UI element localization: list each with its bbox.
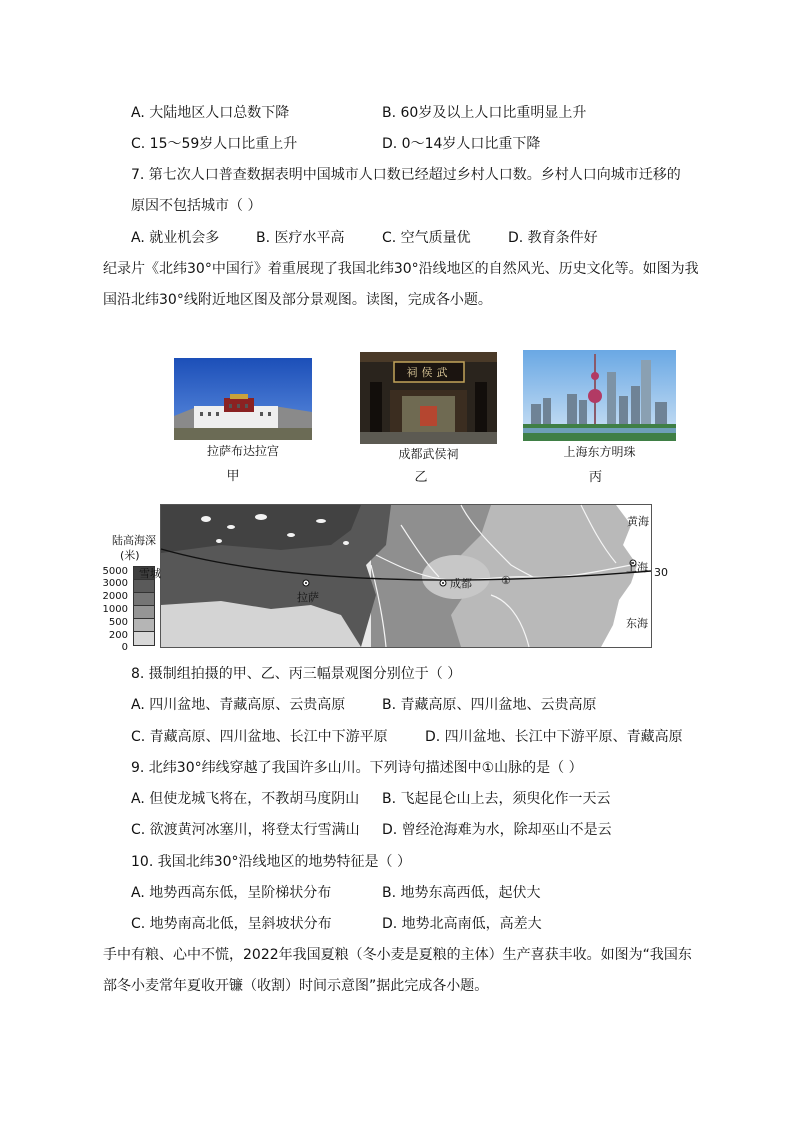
q7-option-c: C. 空气质量优 bbox=[382, 230, 471, 246]
q8-option-b: B. 青藏高原、四川盆地、云贵高原 bbox=[382, 697, 597, 713]
q9-option-d: D. 曾经沧海难为水，除却巫山不是云 bbox=[382, 822, 612, 838]
q6-option-b: B. 60岁及以上人口比重明显上升 bbox=[382, 105, 587, 121]
map-label-shanghai: 上海 bbox=[626, 561, 648, 574]
legend-level: 2000 bbox=[102, 591, 128, 602]
legend-level: 1000 bbox=[102, 604, 128, 615]
photo-oriental-pearl bbox=[523, 350, 676, 441]
map-label-chengdu: 成都 bbox=[450, 577, 472, 590]
legend-level: 5000 bbox=[102, 566, 128, 577]
q10-stem: 10. 我国北纬30°沿线地区的地势特征是（ ） bbox=[131, 854, 411, 870]
q9-stem: 9. 北纬30°纬线穿越了我国许多山川。下列诗句描述图中①山脉的是（ ） bbox=[131, 760, 583, 776]
relief-map-graphic bbox=[161, 505, 651, 647]
legend-unit: (米) bbox=[120, 549, 140, 562]
map-label-lhasa: 拉萨 bbox=[297, 591, 319, 604]
photo-caption-potala: 拉萨布达拉宫 bbox=[206, 444, 279, 458]
q8-option-a: A. 四川盆地、青藏高原、云贵高原 bbox=[131, 697, 346, 713]
photo-tag-yi: 乙 bbox=[414, 470, 428, 485]
photo-tag-bing: 丙 bbox=[588, 470, 602, 485]
relief-map-30n bbox=[139, 504, 652, 648]
intro2-paragraph-line2: 部冬小麦常年夏收开镰（收割）时间示意图”据此完成各小题。 bbox=[103, 978, 489, 994]
q10-option-d: D. 地势北高南低，高差大 bbox=[382, 916, 542, 932]
q9-option-c: C. 欲渡黄河冰塞川，将登太行雪满山 bbox=[131, 822, 360, 838]
legend-swatch-500 bbox=[133, 618, 155, 632]
map-label-mountain-1: ① bbox=[501, 574, 511, 587]
photo-potala-palace bbox=[174, 358, 312, 440]
q8-option-c: C. 青藏高原、四川盆地、长江中下游平原 bbox=[131, 729, 388, 745]
legend-level: 3000 bbox=[102, 578, 128, 589]
q7-option-b: B. 医疗水平高 bbox=[256, 230, 345, 246]
legend-swatch-2000 bbox=[133, 592, 155, 606]
map-label-yellow-sea: 黄海 bbox=[627, 515, 649, 528]
q6-option-a: A. 大陆地区人口总数下降 bbox=[131, 105, 290, 121]
legend-level: 500 bbox=[108, 617, 128, 628]
q6-option-d: D. 0～14岁人口比重下降 bbox=[382, 136, 541, 152]
q9-option-b: B. 飞起昆仑山上去，须臾化作一天云 bbox=[382, 791, 611, 807]
shrine-plaque-text: 祠侯武 bbox=[406, 366, 452, 379]
q8-option-d: D. 四川盆地、长江中下游平原、青藏高原 bbox=[425, 729, 683, 745]
q9-option-a: A. 但使龙城飞将在，不教胡马度阴山 bbox=[131, 791, 360, 807]
q7-stem-line2: 原因不包括城市（ ） bbox=[131, 198, 262, 214]
q8-stem: 8. 摄制组拍摄的甲、乙、丙三幅景观图分别位于（ ） bbox=[131, 666, 462, 682]
legend-title: 陆高海深 bbox=[112, 534, 156, 547]
photo-tag-jia: 甲 bbox=[226, 469, 240, 484]
photo-caption-pearl: 上海东方明珠 bbox=[563, 445, 636, 459]
legend-swatch-200 bbox=[133, 631, 155, 646]
map-label-east-sea: 东海 bbox=[626, 617, 648, 630]
q7-option-d: D. 教育条件好 bbox=[508, 230, 598, 246]
q10-option-c: C. 地势南高北低，呈斜坡状分布 bbox=[131, 916, 332, 932]
q6-option-c: C. 15～59岁人口比重上升 bbox=[131, 136, 298, 152]
legend-swatch-3000 bbox=[133, 579, 155, 593]
photo-caption-wuhou: 成都武侯祠 bbox=[398, 447, 459, 461]
q10-option-a: A. 地势西高东低，呈阶梯状分布 bbox=[131, 885, 332, 901]
legend-level: 200 bbox=[108, 630, 128, 641]
photo-wuhou-shrine bbox=[360, 352, 497, 444]
intro2-paragraph-line1: 手中有粮、心中不慌，2022年我国夏粮（冬小麦是夏粮的主体）生产喜获丰收。如图为“我国东 bbox=[103, 947, 692, 963]
q10-option-b: B. 地势东高西低，起伏大 bbox=[382, 885, 541, 901]
intro-paragraph-line2: 国沿北纬30°线附近地区图及部分景观图。读图，完成各小题。 bbox=[103, 292, 492, 308]
q7-option-a: A. 就业机会多 bbox=[131, 230, 220, 246]
legend-level: 0 bbox=[121, 642, 128, 653]
q7-stem-line1: 7. 第七次人口普查数据表明中国城市人口数已经超过乡村人口数。乡村人口向城市迁移的 bbox=[131, 167, 681, 183]
legend-swatch-1000 bbox=[133, 605, 155, 619]
intro-paragraph-line1: 纪录片《北纬30°中国行》着重展现了我国北纬30°沿线地区的自然风光、历史文化等。如图为我 bbox=[103, 261, 699, 277]
map-label-latitude-30: 30 bbox=[654, 566, 668, 579]
map-label-snow-city: 雪城 bbox=[139, 567, 161, 580]
